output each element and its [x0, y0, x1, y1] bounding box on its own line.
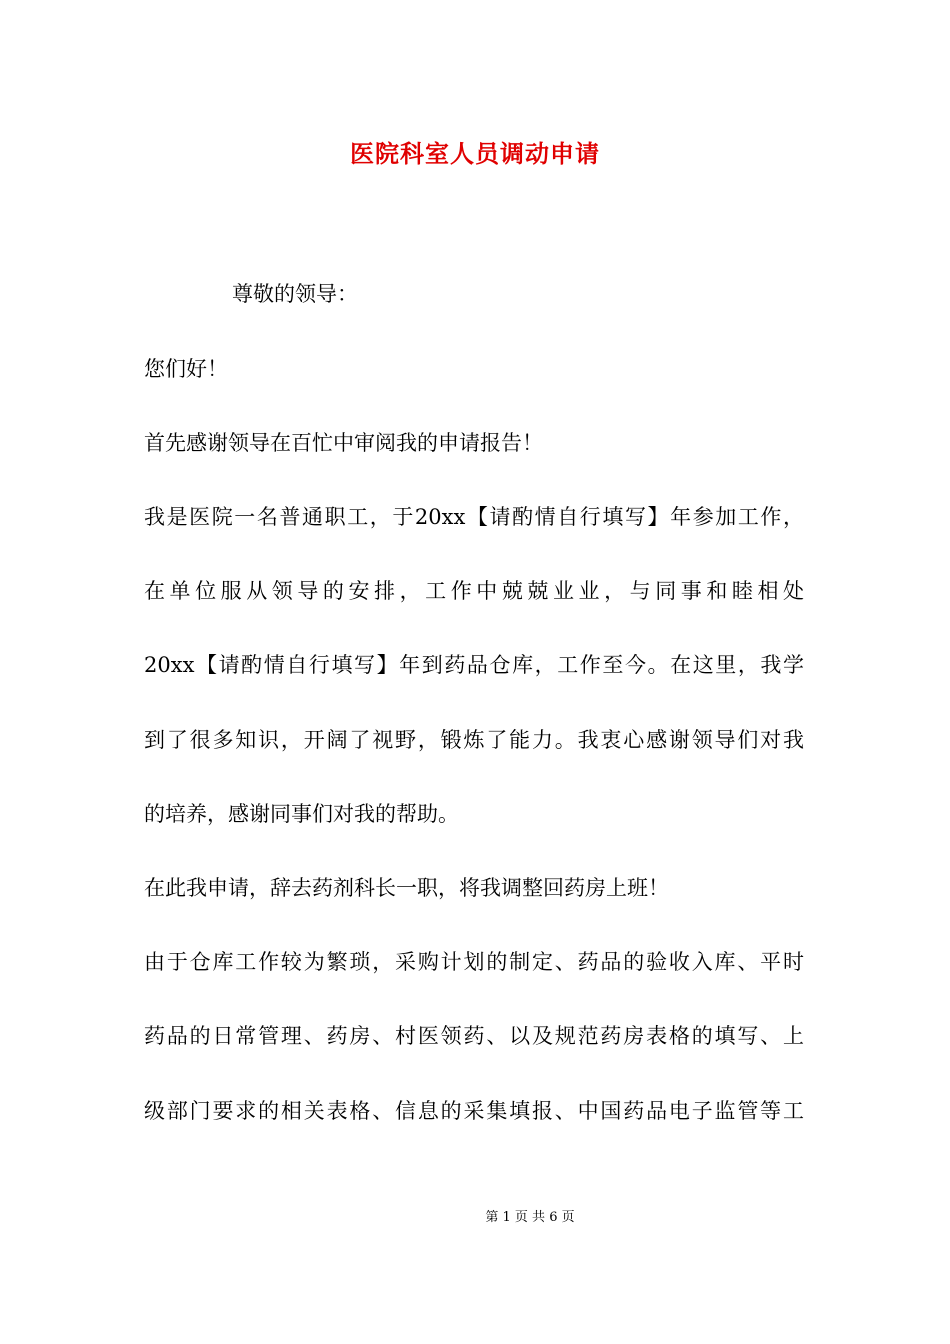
paragraph-line: 在单位服从领导的安排，工作中兢兢业业，与同事和睦相处 [144, 579, 804, 603]
paragraph-line: 由于仓库工作较为繁琐，采购计划的制定、药品的验收入库、平时 [144, 950, 804, 974]
paragraph-line: 我是医院一名普通职工，于20xx【请酌情自行填写】年参加工作， [144, 505, 804, 529]
page-number: 第 1 页 共 6 页 [485, 1210, 575, 1225]
paragraph-line: 首先感谢领导在百忙中审阅我的申请报告！ [144, 431, 543, 455]
paragraph-line: 级部门要求的相关表格、信息的采集填报、中国药品电子监管等工 [144, 1099, 804, 1123]
paragraph-line: 到了很多知识，开阔了视野，锻炼了能力。我衷心感谢领导们对我 [144, 728, 804, 752]
paragraph-line: 您们好！ [144, 357, 228, 381]
document-title: 医院科室人员调动申请 [350, 139, 600, 168]
paragraph-line: 在此我申请，辞去药剂科长一职，将我调整回药房上班！ [144, 876, 669, 900]
salutation: 尊敬的领导： [232, 282, 358, 306]
paragraph-line: 20xx【请酌情自行填写】年到药品仓库，工作至今。在这里，我学 [144, 653, 804, 677]
paragraph-line: 的培养，感谢同事们对我的帮助。 [144, 802, 459, 826]
paragraph-line: 药品的日常管理、药房、村医领药、以及规范药房表格的填写、上 [144, 1024, 804, 1048]
